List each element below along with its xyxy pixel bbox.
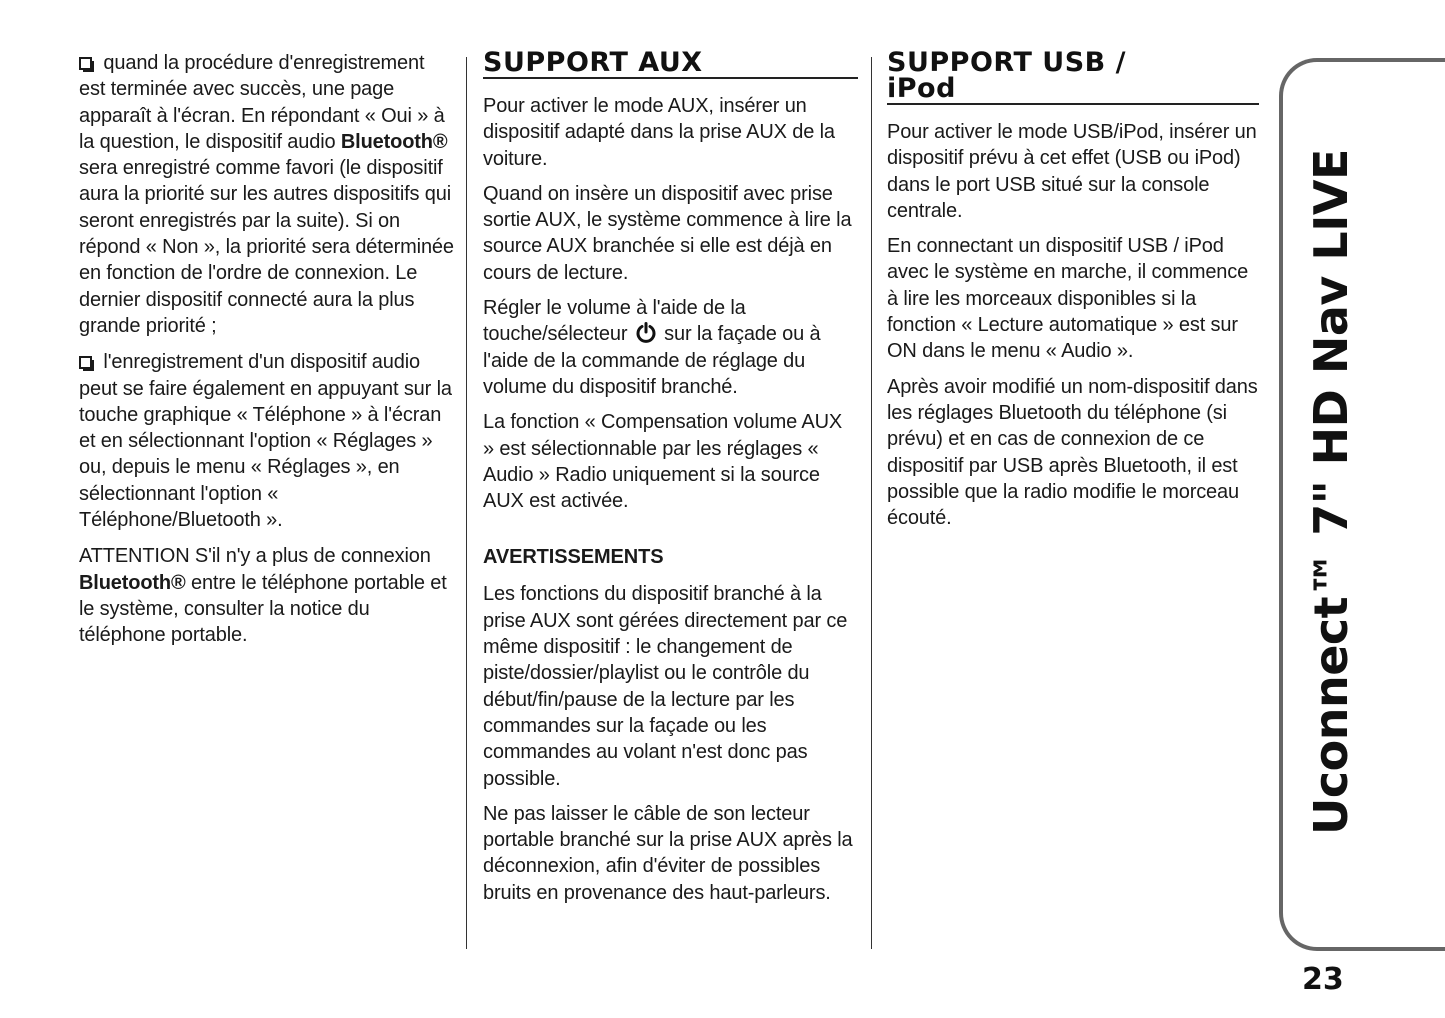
paragraph-attention: ATTENTION S'il n'y a plus de connexion Bluetooth® entre le téléphone portable et le système, consulter la notice du téléphone portable. (79, 545, 447, 647)
column-left (79, 50, 454, 659)
column-right (887, 47, 1259, 540)
bluetooth-bold: Bluetooth® (340, 130, 448, 153)
heading-support-aux: SUPPORT AUX (483, 50, 858, 79)
checkbox-bullet-icon (79, 356, 92, 369)
paragraph: Pour activer le mode AUX, insérer un dispositif adapté dans la prise AUX de la voiture. (483, 95, 835, 170)
paragraph: Les fonctions du dispositif branché à la prise AUX sont gérées directement par ce même dispositif : le changement de piste/dossier/playlist ou le contrôle du début/fin/pause de la lecture par les commandes sur la façade ou les commandes au volant n'est donc pas possible. (483, 583, 848, 790)
paragraph: Pour activer le mode USB/iPod, insérer un dispositif prévu à cet effet (USB ou iPod) dans le port USB situé sur la console centrale. (887, 121, 1257, 222)
paragraph-registration: quand la procédure d'enregistrement est terminée avec succès, une page apparaît à l'écran. En répondant « Oui » à la question, le dispositif audio Bluetooth® sera enregistré comme favori (le dispositif aura la priorité sur les autres dispositifs qui seront enregistrés par la suite). Si on répond « Non », la priorité sera déterminée en fonction de l'ordre de connexion. Le dernier dispositif connecté aura la plus grande priorité ; (79, 52, 454, 337)
subheading-avertissements: AVERTISSEMENTS (483, 546, 664, 569)
column-middle (483, 47, 858, 915)
checkbox-bullet-icon (79, 57, 92, 70)
chapter-title: Uconnect™ 7" HD Nav LIVE (1304, 149, 1358, 835)
column-divider (871, 57, 872, 949)
paragraph: Ne pas laisser le câble de son lecteur portable branché sur la prise AUX après la déconnexion, afin d'éviter de possibles bruits en provenance des haut-parleurs. (483, 802, 853, 904)
paragraph-registration-alt: l'enregistrement d'un dispositif audio peut se faire également en appuyant sur la touche graphique « Téléphone » à l'écran et en sélectionnant l'option « Réglages » ou, depuis le menu « Réglages », en sélectionnant l'option « Téléphone/Bluetooth ». (79, 351, 452, 532)
page-number: 23 (1302, 962, 1344, 997)
power-knob-icon (635, 322, 657, 344)
paragraph: Quand on insère un dispositif avec prise sortie AUX, le système commence à lire la source AUX branchée si elle est déjà en cours de lecture. (483, 182, 852, 284)
heading-support-usb-ipod: SUPPORT USB / iPod (887, 50, 1259, 105)
bluetooth-bold: Bluetooth® (79, 571, 186, 594)
paragraph: En connectant un dispositif USB / iPod avec le système en marche, il commence à lire les morceaux disponibles si la fonction « Lecture automatique » est sur ON dans le menu « Audio ». (887, 235, 1249, 363)
paragraph: Après avoir modifié un nom-dispositif dans les réglages Bluetooth du téléphone (si prévu) et en cas de connexion de ce dispositif par USB après Bluetooth, il est possible que la radio modifie le morceau écouté. (887, 375, 1258, 530)
paragraph: La fonction « Compensation volume AUX » est sélectionnable par les réglages « Audio » Radio uniquement si la source AUX est activée. (483, 411, 843, 513)
column-divider (466, 57, 467, 949)
paragraph-volume: Régler le volume à l'aide de la touche/sélecteur sur la façade ou à l'aide de la commande de réglage du volume du dispositif branché. (483, 297, 821, 398)
